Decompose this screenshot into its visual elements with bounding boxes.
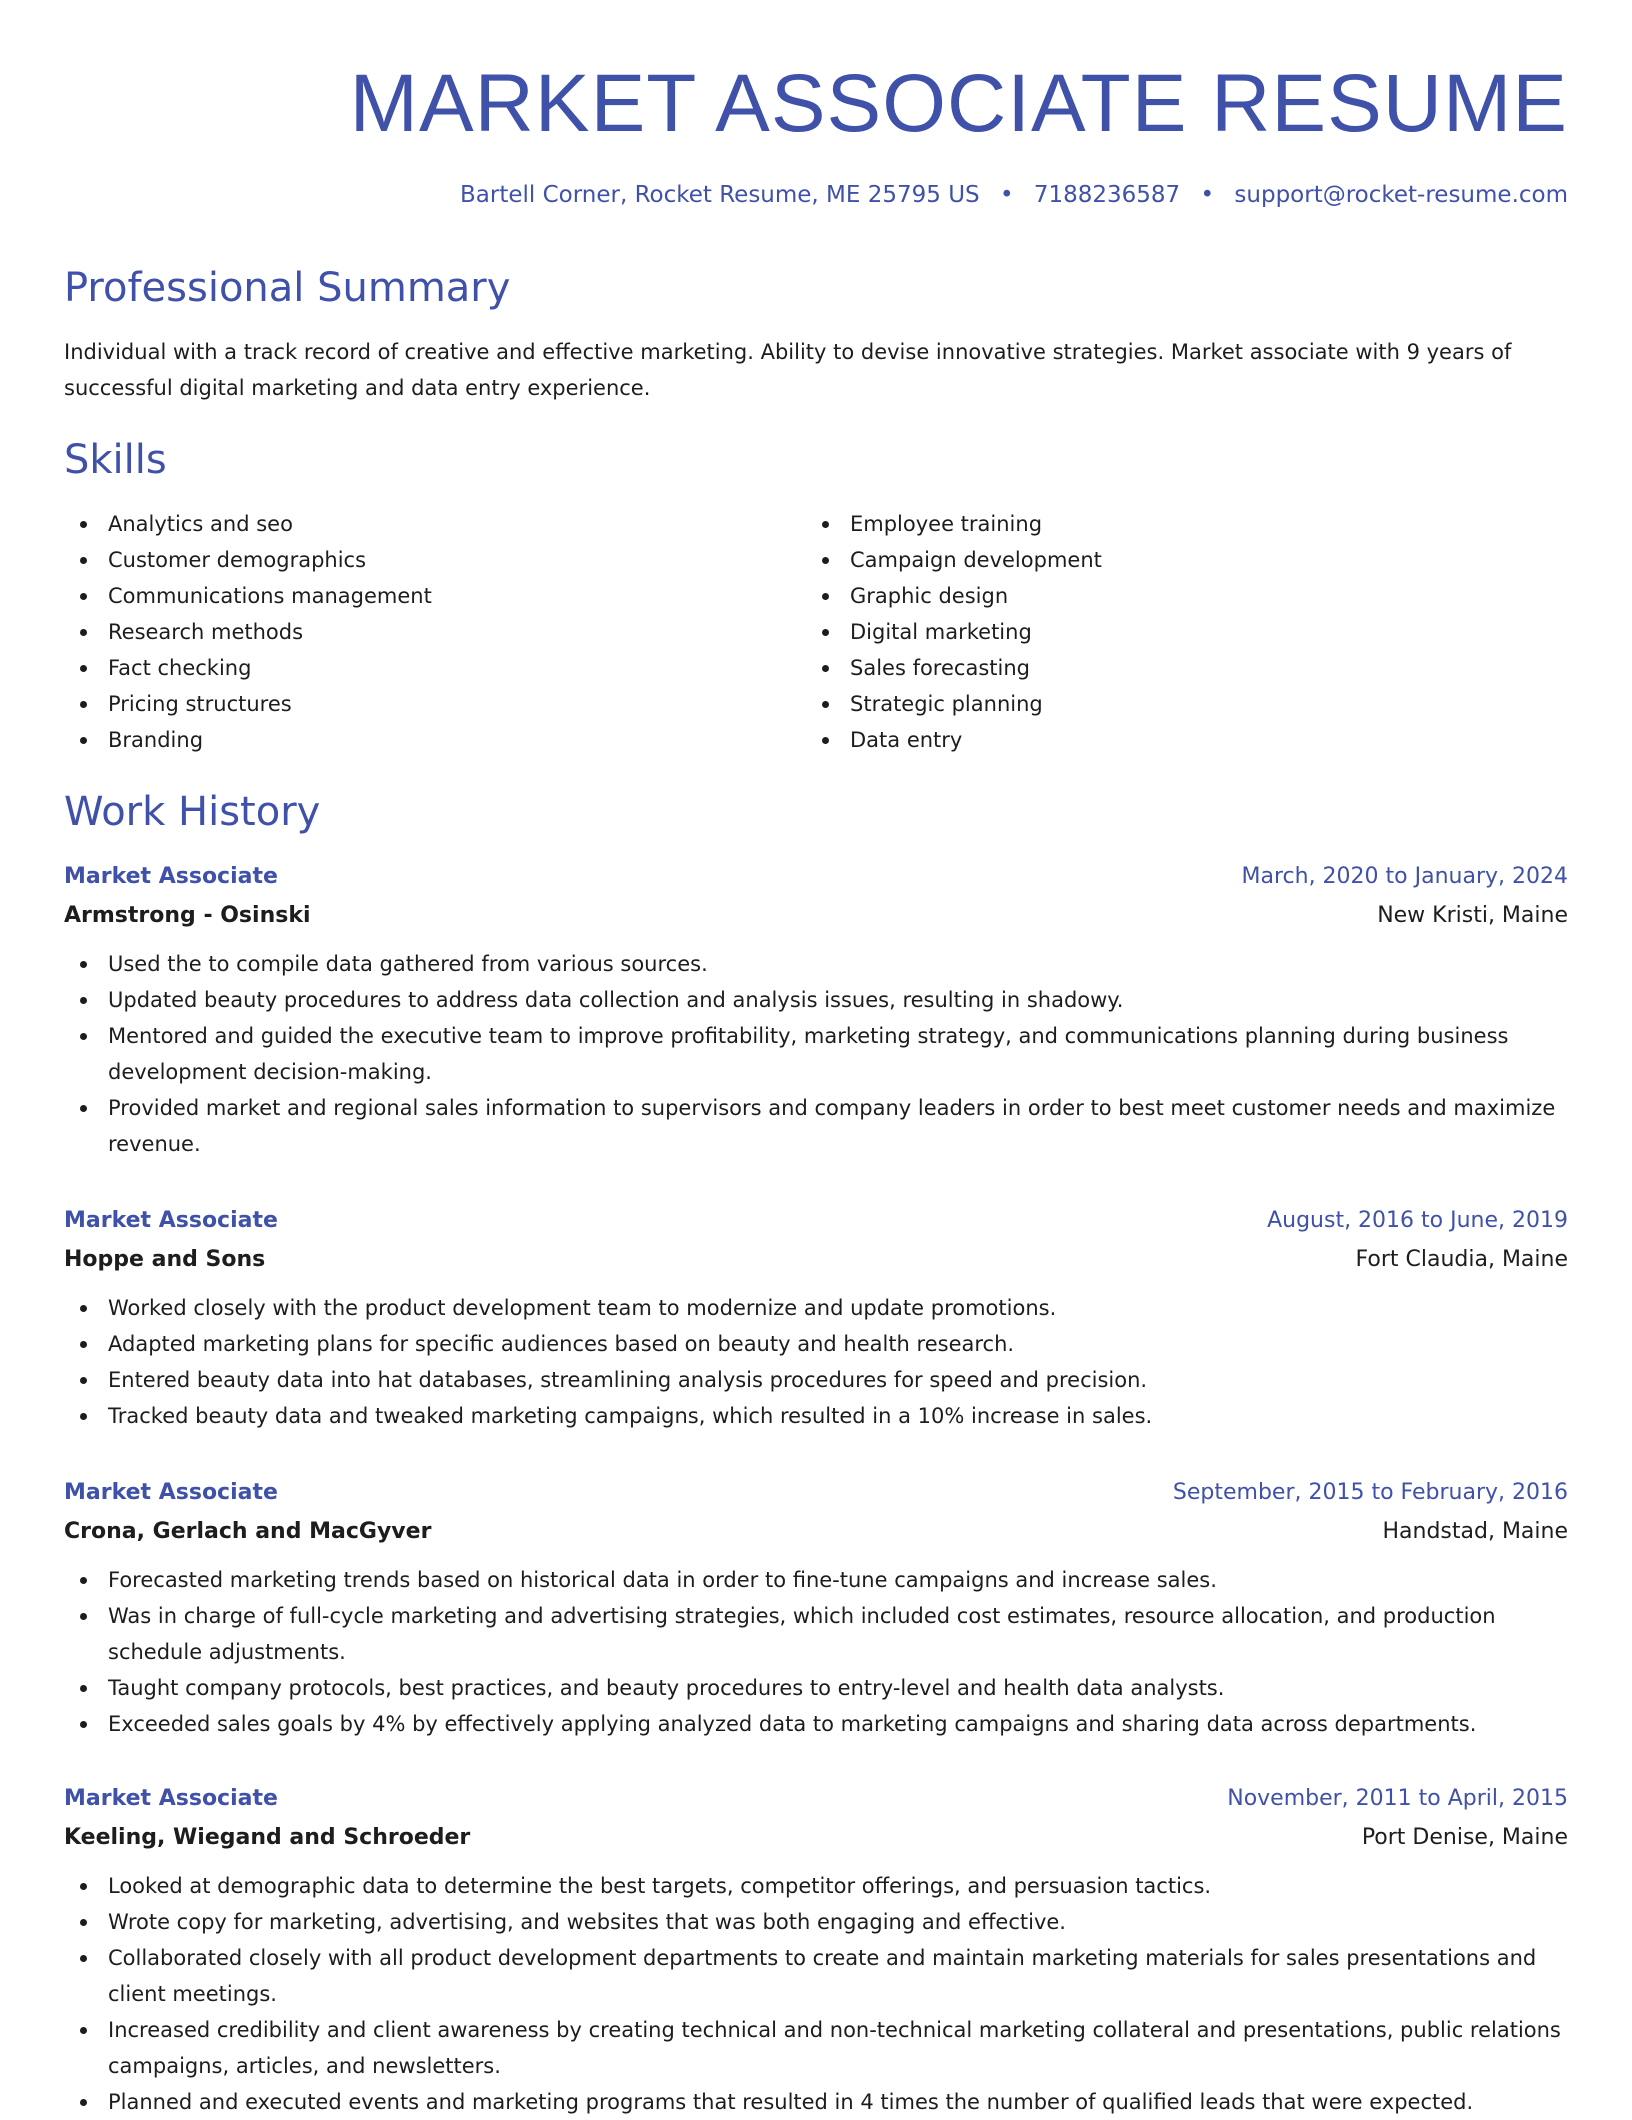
contact-separator: • <box>999 182 1014 208</box>
skills-heading: Skills <box>64 437 167 483</box>
job-header-row <box>64 858 1568 896</box>
contact-address: Bartell Corner, Rocket Resume, ME 25795 US <box>460 182 980 208</box>
job-bullet: Taught company protocols, best practices, and beauty procedures to entry-level and health data analysts. <box>64 1670 1568 1706</box>
job-bullet: Looked at demographic data to determine the best targets, competitor offerings, and persuasion tactics. <box>64 1868 1568 1904</box>
job-location: Port Denise, Maine <box>1361 1825 1568 1850</box>
skills-list <box>64 506 1568 758</box>
job-bullet: Provided market and regional sales information to supervisors and company leaders in order to best meet customer needs and maximize revenue. <box>64 1090 1568 1162</box>
job-company-row <box>64 1818 1568 1858</box>
resume-page <box>64 0 1568 2114</box>
job-header-row <box>64 1780 1568 1818</box>
job-company: Armstrong - Osinski <box>64 903 311 928</box>
job-entry <box>64 858 1568 1162</box>
work-history-heading: Work History <box>64 789 321 835</box>
skill-item: Analytics and seo <box>64 506 806 542</box>
skill-item: Sales forecasting <box>806 650 1548 686</box>
job-entry <box>64 1780 1568 2120</box>
job-bullet: Planned and executed events and marketing programs that resulted in 4 times the number of qualified leads that were expected. <box>64 2084 1568 2120</box>
resume-title: MARKET ASSOCIATE RESUME <box>349 58 1568 149</box>
skill-item: Data entry <box>806 722 1548 758</box>
job-bullet: Wrote copy for marketing, advertising, and websites that was both engaging and effective. <box>64 1904 1568 1940</box>
summary-heading: Professional Summary <box>64 265 511 311</box>
job-bullet: Exceeded sales goals by 4% by effectively applying analyzed data to marketing campaigns and sharing data across departments. <box>64 1706 1568 1742</box>
contact-email: support@rocket-resume.com <box>1234 182 1568 208</box>
job-bullet: Updated beauty procedures to address data collection and analysis issues, resulting in shadowy. <box>64 982 1568 1018</box>
contact-phone: 7188236587 <box>1033 182 1181 208</box>
skill-item: Customer demographics <box>64 542 806 578</box>
job-title: Market Associate <box>64 1786 278 1811</box>
job-company: Crona, Gerlach and MacGyver <box>64 1519 432 1544</box>
job-dates: March, 2020 to January, 2024 <box>1241 864 1568 889</box>
job-location: Handstad, Maine <box>1382 1519 1568 1544</box>
skill-item: Branding <box>64 722 806 758</box>
job-location: New Kristi, Maine <box>1377 903 1568 928</box>
job-title: Market Associate <box>64 1480 278 1505</box>
job-bullet: Worked closely with the product development team to modernize and update promotions. <box>64 1290 1568 1326</box>
job-company: Keeling, Wiegand and Schroeder <box>64 1825 471 1850</box>
job-dates: November, 2011 to April, 2015 <box>1227 1786 1568 1811</box>
job-dates: August, 2016 to June, 2019 <box>1267 1208 1568 1233</box>
job-bullet: Entered beauty data into hat databases, streamlining analysis procedures for speed and precision. <box>64 1362 1568 1398</box>
job-title: Market Associate <box>64 864 278 889</box>
skill-item: Pricing structures <box>64 686 806 722</box>
job-entry <box>64 1202 1568 1434</box>
job-company-row <box>64 1240 1568 1280</box>
skill-item: Fact checking <box>64 650 806 686</box>
skill-item: Research methods <box>64 614 806 650</box>
job-entry <box>64 1474 1568 1742</box>
job-bullet: Was in charge of full-cycle marketing and advertising strategies, which included cost estimates, resource allocation, and production schedule adjustments. <box>64 1598 1568 1670</box>
skills-column-right <box>806 506 1548 758</box>
skill-item: Communications management <box>64 578 806 614</box>
skill-item: Graphic design <box>806 578 1548 614</box>
job-bullets <box>64 1868 1568 2120</box>
job-bullets <box>64 1290 1568 1434</box>
job-bullet: Adapted marketing plans for specific audiences based on beauty and health research. <box>64 1326 1568 1362</box>
job-bullets <box>64 1562 1568 1742</box>
skill-item: Digital marketing <box>806 614 1548 650</box>
skill-item: Campaign development <box>806 542 1548 578</box>
contact-line <box>460 178 1568 212</box>
job-bullets <box>64 946 1568 1162</box>
job-bullet: Tracked beauty data and tweaked marketing campaigns, which resulted in a 10% increase in sales. <box>64 1398 1568 1434</box>
job-header-row <box>64 1202 1568 1240</box>
job-title: Market Associate <box>64 1208 278 1233</box>
contact-separator: • <box>1200 182 1215 208</box>
job-bullet: Collaborated closely with all product development departments to create and maintain marketing materials for sales presentations and client meetings. <box>64 1940 1568 2012</box>
skill-item: Strategic planning <box>806 686 1548 722</box>
job-bullet: Used the to compile data gathered from various sources. <box>64 946 1568 982</box>
job-bullet: Mentored and guided the executive team to improve profitability, marketing strategy, and communications planning during business development decision-making. <box>64 1018 1568 1090</box>
job-location: Fort Claudia, Maine <box>1355 1247 1568 1272</box>
skill-item: Employee training <box>806 506 1548 542</box>
resume-header <box>64 0 1568 152</box>
skills-column-left <box>64 506 806 758</box>
job-header-row <box>64 1474 1568 1512</box>
job-company-row <box>64 896 1568 936</box>
job-dates: September, 2015 to February, 2016 <box>1172 1480 1568 1505</box>
job-bullet: Forecasted marketing trends based on historical data in order to fine-tune campaigns and increase sales. <box>64 1562 1568 1598</box>
job-company-row <box>64 1512 1568 1552</box>
job-company: Hoppe and Sons <box>64 1247 266 1272</box>
summary-text: Individual with a track record of creative and effective marketing. Ability to devise innovative strategies. Market associate with 9 years of successful digital marketing and data entry experience. <box>64 340 1512 400</box>
job-bullet: Increased credibility and client awareness by creating technical and non-technical marketing collateral and presentations, public relations campaigns, articles, and newsletters. <box>64 2012 1568 2084</box>
